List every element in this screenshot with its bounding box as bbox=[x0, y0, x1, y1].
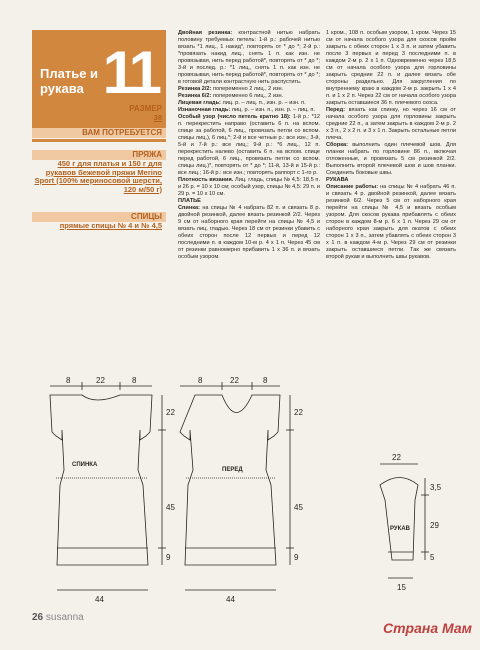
need-heading: ВАМ ПОТРЕБУЕТСЯ bbox=[32, 128, 166, 138]
back-dim-mid: 22 bbox=[96, 376, 105, 385]
front-label: ПЕРЕД bbox=[222, 467, 243, 473]
model-number: 11 bbox=[102, 39, 158, 106]
page-footer: 26 susanna bbox=[32, 612, 84, 623]
instruction-paragraph: Сборка: выполнить один плечевой шов. Для планки набрать по горловине 86 п., включая отложенные, и провязать 5 см резинкой 2/2. Выполнить второй плечевой шов и шов планки. Соединить боковые швы. bbox=[326, 142, 456, 176]
front-dim-right: 8 bbox=[263, 376, 268, 385]
back-label: СПИНКА bbox=[72, 462, 98, 468]
back-h2: 45 bbox=[166, 503, 175, 512]
front-width: 44 bbox=[226, 595, 235, 604]
sleeve-h2: 29 bbox=[430, 521, 439, 530]
size-heading: РАЗМЕР bbox=[129, 104, 162, 113]
instruction-paragraph: Лицевая гладь: лиц. р. – лиц. п., изн. р. – изн. п. bbox=[178, 100, 306, 106]
back-dim-right: 8 bbox=[132, 376, 137, 385]
needles-heading: СПИЦЫ bbox=[32, 212, 166, 222]
back-h1: 22 bbox=[166, 408, 175, 417]
sleeve-top: 22 bbox=[392, 453, 401, 462]
instruction-paragraph: Перед: вязать как спинку, но через 16 см от начала особого узора для горловины закрыть средние 22 п., а затем закрыть в каждом 2-м р. 2 х 3 п., 2 х 2 п. и 3 х 1 п. Закрыть остальные петли плеча. bbox=[326, 107, 456, 141]
instruction-paragraph: Особый узор (число петель кратно 18): 1-й р.: *12 п. перекрестить направо (оставить 6 п. на вспом. спице за работой, 6 лиц., провязать петли со вспом. спицы лиц.), 6 лиц.*; 2-й и все четные р.: все изн.; 3-й, 5-й и 7-й р.: все лиц.; 9-й р.: *6 лиц., 12 п. перекрестить налево (оставить 6 п. на вспом. спице перед работой, 6 лиц., провязать петли со вспом. спицы лиц.)*, повторять от * до *; 11-й, 13-й и 15-й р.: все лиц.; 16-й р.: все изн.; повторять раппорт с 1-го р. bbox=[178, 114, 320, 176]
front-h3: 9 bbox=[294, 553, 299, 562]
instruction-paragraph: ПЛАТЬЕ bbox=[178, 198, 201, 204]
instruction-paragraph: Описание работы: на спицы № 4 набрать 46 п. и связать 4 р. двойной резинкой, далее вязать резинкой 6/2. Через 5 см от наборного края перейти на спицы № 4,5 и вязать особым узором. Для скосов рукава прибавлять с обеих сторон в каждом 8-м р. 6 х 1 п. Через 29 см от наборного края закрыть для окатов с обеих сторон 1 х 3 п., затем убавлять с обеих сторон 3 х 1 п. в каждом 4-м р. Через 29 см от резинки закрыть оставшиеся петли. Так же связать второй рукав и выполнить швы рукавов. bbox=[326, 184, 456, 260]
title-line-1: Платье и bbox=[40, 66, 99, 81]
front-h2: 45 bbox=[294, 503, 303, 512]
watermark: Страна Мам bbox=[382, 620, 472, 636]
sleeve-h3: 5 bbox=[430, 553, 435, 562]
instruction-paragraph: Спинка: на спицы № 4 набрать 82 п. и связать 8 р. двойной резинкой, далее вязать резинкой 2/2. Через 9 см от наборного края перейти на спицы № 4,5 и вязать лиц. гладью. Через 18 см от резинки убавить с обеих сторон после 12 первых и перед 12 последними п. в каждом 10-м р. 4 х 1 п. Через 45 см от резинки равномерно прибавить 1 х 36 п. и вязать особым узором. bbox=[178, 205, 320, 260]
yarn-heading: ПРЯЖА bbox=[32, 150, 166, 160]
instruction-paragraph: Резинка 6/2: попеременно 6 лиц., 2 изн. bbox=[178, 93, 284, 99]
instruction-paragraph: 1 кром., 108 п. особым узором, 1 кром. Через 15 см от начала особого узора для скосов пройм закрыть с обеих сторон 1 х 3 п. и затем убавить после 3 первых и перед 3 последними п. в каждом 2-м р. 2 х 1 п. Одновременно через 18,5 см от начала особого узора для горловины закрыть средние 22 п. и далее вязать обе стороны раздельно. Для закругления по внутреннему краю в каждом 2-м р. закрыть 1 х 4 п. и 1 х 2 п. Через 22 см от начала особого узора закрыть оставшиеся 36 п. плечевого скоса. bbox=[326, 30, 456, 106]
back-h3: 9 bbox=[166, 553, 171, 562]
sleeve-bottom: 15 bbox=[397, 583, 406, 592]
instruction-paragraph: Плотность вязания. Лиц. гладь, спицы № 4,5: 18,5 п. и 26 р. = 10 х 10 см; особый узор, спицы № 4,5: 29 п. и 29 р. = 10 х 10 см. bbox=[178, 177, 320, 197]
instruction-paragraph: Резинка 2/2: попеременно 2 лиц., 2 изн. bbox=[178, 86, 284, 92]
front-h1: 22 bbox=[294, 408, 303, 417]
sleeve-h1: 3,5 bbox=[430, 483, 442, 492]
needles-value: прямые спицы № 4 и № 4,5 bbox=[59, 221, 162, 230]
sleeve-label: РУКАВ bbox=[390, 526, 410, 532]
instruction-paragraph: Двойная резинка: контрастной нитью набрать половину требуемых петель: 1-й р.: рабочей нитью вязать *1 лиц., 1 накид*, повторять от * до *; 2-й р.: *провязать накид лиц., снять 1 п. как изн. не провязывая, нить перед работой*, повторять от * до *; 3-й и послед. р.: *1 лиц., снять 1 п. как изн. не провязывая, нить перед работой*, повторять от * до *; в готовой детали контрастную нить распустить. bbox=[178, 30, 320, 85]
yarn-value: 450 г для платья и 150 г для рукавов бежевой пряжи Merino Sport (100% мериносовой шерсти, 120 м/50 г) bbox=[34, 159, 162, 194]
size-value: 38 bbox=[153, 113, 162, 122]
back-width: 44 bbox=[95, 595, 104, 604]
instruction-paragraph: Изнаночная гладь: лиц. р. – изн. п., изн. р. – лиц. п. bbox=[178, 107, 315, 113]
back-dim-left: 8 bbox=[66, 376, 71, 385]
front-dim-left: 8 bbox=[198, 376, 203, 385]
instruction-paragraph: РУКАВА bbox=[326, 177, 349, 183]
front-dim-mid: 22 bbox=[230, 376, 239, 385]
back-outline bbox=[50, 395, 152, 565]
title-line-2: рукава bbox=[40, 81, 84, 96]
